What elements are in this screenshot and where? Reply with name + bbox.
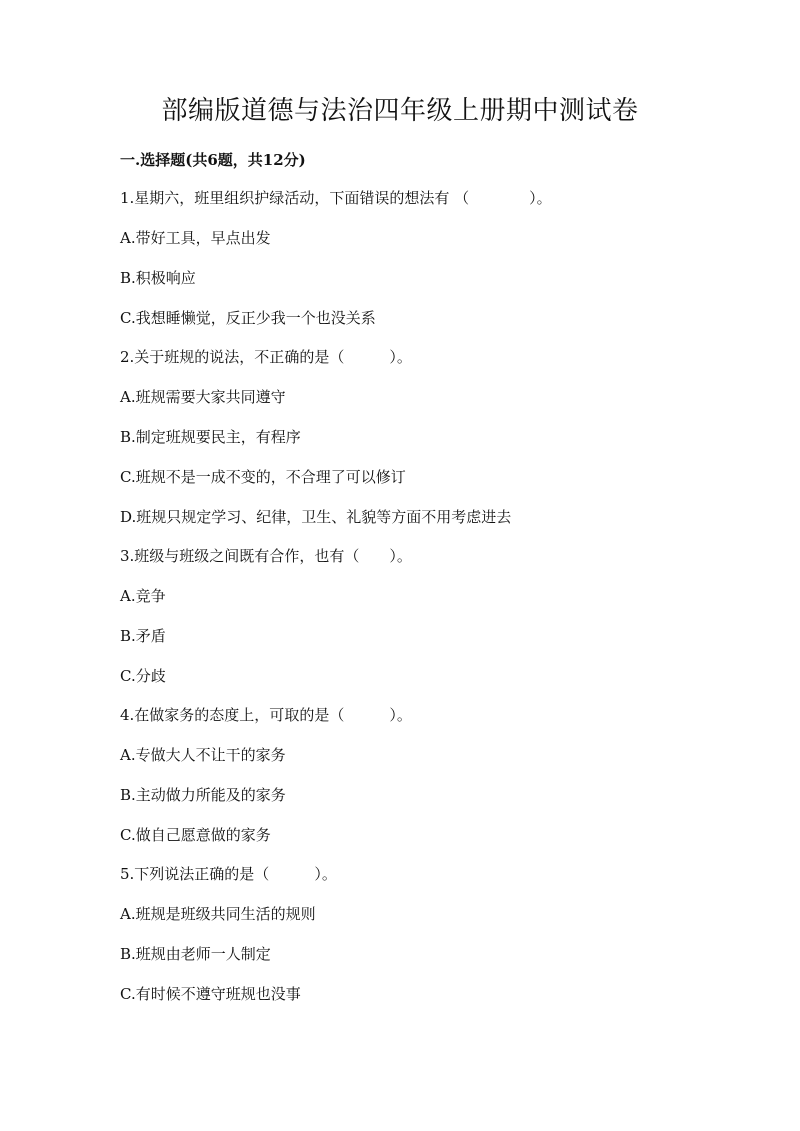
question-1-stem: 1.星期六，班里组织护绿活动，下面错误的想法有 （ ）。 — [120, 189, 552, 207]
question-3-option-c: C.分歧 — [120, 667, 166, 685]
question-3-option-a: A.竞争 — [120, 587, 166, 605]
question-3-stem: 3.班级与班级之间既有合作，也有（ ）。 — [120, 547, 412, 565]
question-2-option-b: B.制定班规要民主，有程序 — [120, 428, 301, 446]
question-2-stem: 2.关于班规的说法，不正确的是（ ）。 — [120, 348, 412, 366]
section-heading: 一.选择题(共6题，共12分) — [120, 151, 306, 169]
question-4-option-b: B.主动做力所能及的家务 — [120, 786, 286, 804]
question-4-option-c: C.做自己愿意做的家务 — [120, 826, 271, 844]
question-1-option-a: A.带好工具，早点出发 — [120, 229, 271, 247]
page-title: 部编版道德与法治四年级上册期中测试卷 — [161, 96, 639, 126]
question-5-option-b: B.班规由老师一人制定 — [120, 945, 271, 963]
question-5-option-a: A.班规是班级共同生活的规则 — [120, 905, 316, 923]
question-1-option-c: C.我想睡懒觉，反正少我一个也没关系 — [120, 309, 376, 327]
question-5-option-c: C.有时候不遵守班规也没事 — [120, 985, 301, 1003]
question-2-option-c: C.班规不是一成不变的，不合理了可以修订 — [120, 468, 406, 486]
question-3-option-b: B.矛盾 — [120, 627, 166, 645]
question-4-stem: 4.在做家务的态度上，可取的是（ ）。 — [120, 706, 412, 724]
question-2-option-d: D.班规只规定学习、纪律，卫生、礼貌等方面不用考虑进去 — [120, 508, 512, 526]
question-1-option-b: B.积极响应 — [120, 269, 196, 287]
question-5-stem: 5.下列说法正确的是（ ）。 — [120, 865, 337, 883]
question-2-option-a: A.班规需要大家共同遵守 — [120, 388, 286, 406]
question-4-option-a: A.专做大人不让干的家务 — [120, 746, 286, 764]
